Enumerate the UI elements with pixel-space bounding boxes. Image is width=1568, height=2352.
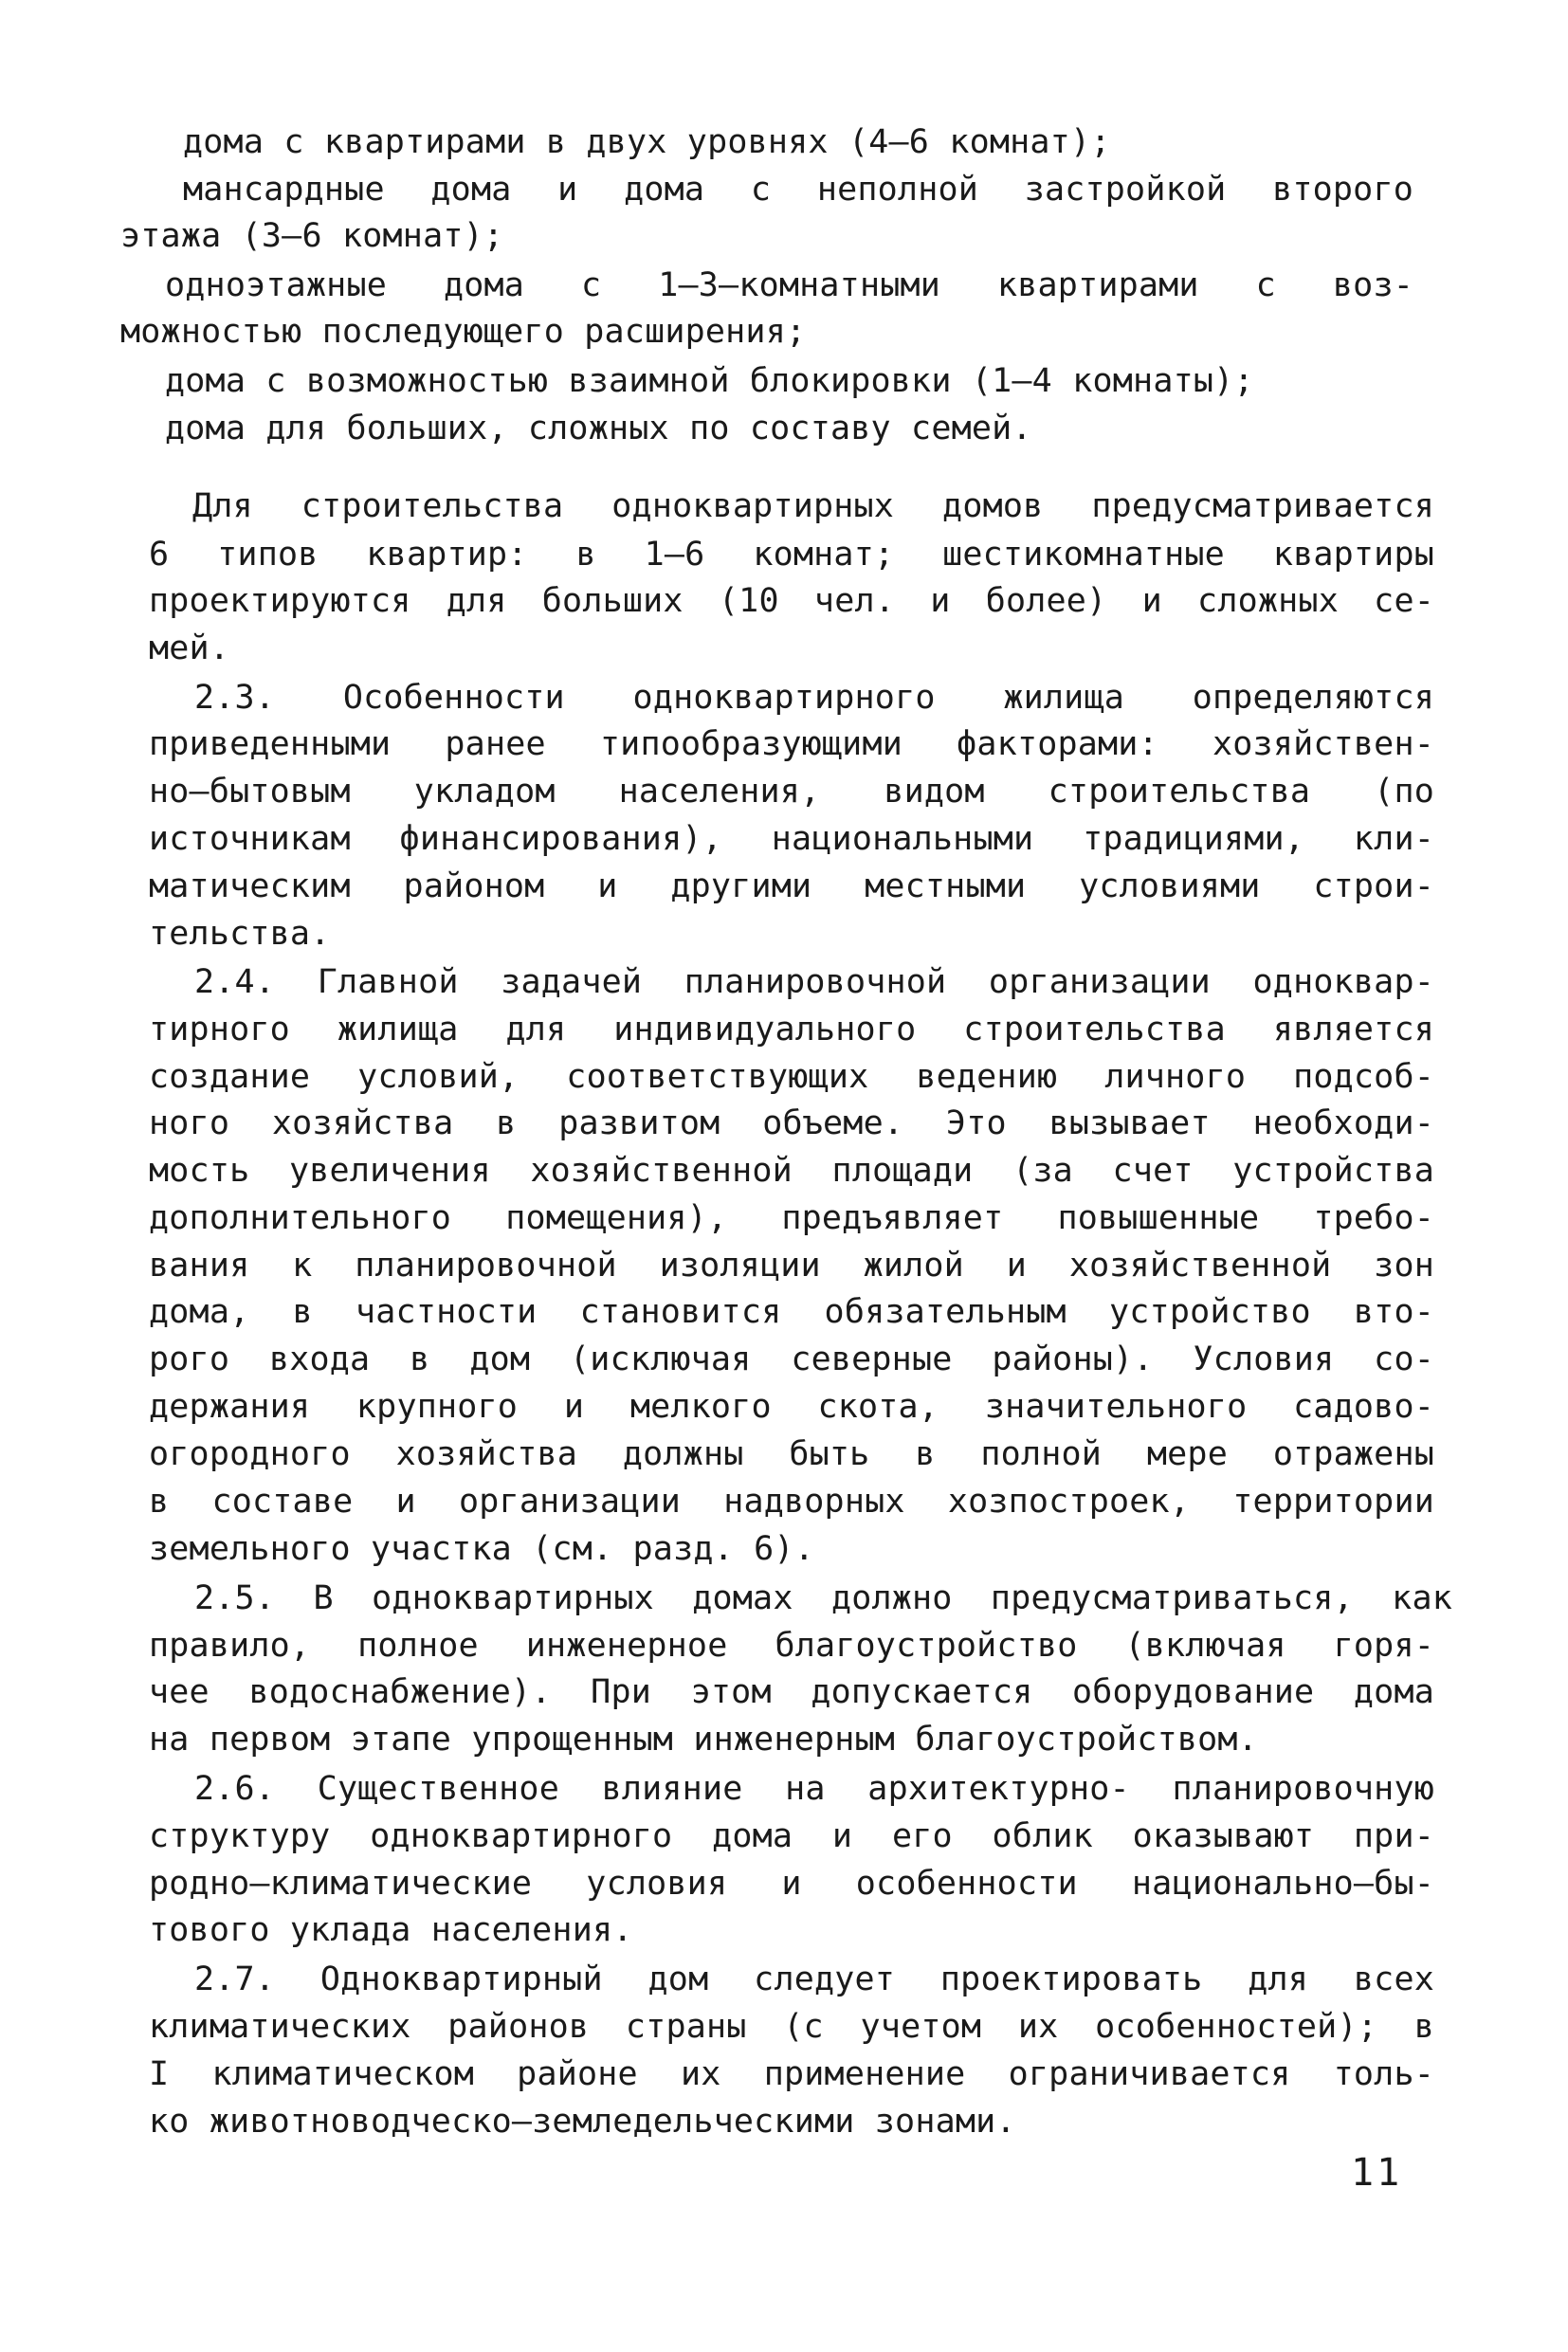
paragraph-line: Для строительства одноквартирных домов предусматривается: [192, 487, 1434, 525]
paragraph-line: держания крупного и мелкого скота, значительного садово-: [149, 1388, 1434, 1426]
paragraph-line: I климатическом районе их применение ограничивается толь-: [149, 2055, 1434, 2093]
page-number: 11: [1351, 2151, 1403, 2195]
paragraph-line: правило, полное инженерное благоустройство (включая горя-: [149, 1627, 1434, 1665]
paragraph-line: создание условий, соответствующих ведению личного подсоб-: [149, 1058, 1434, 1096]
paragraph-line: но–бытовым укладом населения, видом строительства (по: [149, 773, 1434, 811]
paragraph-line: 2.4. Главной задачей планировочной организации одноквар-: [194, 963, 1434, 1001]
paragraph-line: мей.: [149, 629, 230, 667]
paragraph-line: мость увеличения хозяйственной площади (за счет устройства: [149, 1152, 1434, 1190]
list-item-continuation: этажа (3–6 комнат);: [120, 217, 504, 255]
paragraph-line: в составе и организации надворных хозпостроек, территории: [149, 1483, 1434, 1521]
paragraph-line: тельства.: [149, 915, 331, 953]
paragraph-line: дополнительного помещения), предъявляет повышенные требо-: [149, 1199, 1434, 1237]
paragraph-line: структуру одноквартирного дома и его облик оказывают при-: [149, 1817, 1434, 1855]
paragraph-line: ко животноводческо–земледельческими зонами.: [149, 2103, 1016, 2141]
paragraph-line: чее водоснабжение). При этом допускается оборудование дома: [149, 1673, 1434, 1711]
paragraph-line: на первом этапе упрощенным инженерным благоустройством.: [149, 1721, 1258, 1759]
paragraph-line: огородного хозяйства должны быть в полной мере отражены: [149, 1435, 1434, 1473]
paragraph-line: рого входа в дом (исключая северные районы). Условия со-: [149, 1340, 1434, 1378]
paragraph-line: тового уклада населения.: [149, 1911, 633, 1949]
paragraph-line: 2.3. Особенности одноквартирного жилища определяются: [194, 679, 1434, 717]
paragraph-line: дома, в частности становится обязательным устройство вто-: [149, 1293, 1434, 1331]
paragraph-line: климатических районов страны (с учетом их особенностей); в: [149, 2008, 1434, 2046]
list-item-continuation: можностью последующего расширения;: [120, 313, 807, 351]
list-item: дома с возможностью взаимной блокировки (1–4 комнаты);: [165, 362, 1254, 400]
paragraph-line: приведенными ранее типообразующими факторами: хозяйствен-: [149, 725, 1434, 763]
paragraph-line: ного хозяйства в развитом объеме. Это вызывает необходи-: [149, 1104, 1434, 1142]
paragraph-line: 6 типов квартир: в 1–6 комнат; шестикомнатные квартиры: [149, 536, 1434, 574]
list-item: дома с квартирами в двух уровнях (4–6 комнат);: [183, 123, 1111, 161]
paragraph-line: матическим районом и другими местными условиями строи-: [149, 867, 1434, 905]
paragraph-line: 2.7. Одноквартирный дом следует проектировать для всех: [194, 1960, 1434, 1998]
list-item: дома для больших, сложных по составу семей.: [165, 410, 1032, 447]
paragraph-line: источникам финансирования), национальными традициями, кли-: [149, 820, 1434, 858]
paragraph-line: родно–климатические условия и особенности национально–бы-: [149, 1865, 1434, 1903]
list-item: одноэтажные дома с 1–3–комнатными квартирами с воз-: [165, 266, 1413, 304]
paragraph-line: 2.6. Существенное влияние на архитектурно- планировочную: [194, 1770, 1434, 1808]
paragraph-line: вания к планировочной изоляции жилой и хозяйственной зон: [149, 1247, 1434, 1285]
paragraph-line: тирного жилища для индивидуального строительства является: [149, 1011, 1434, 1048]
list-item: мансардные дома и дома с неполной застройкой второго: [183, 171, 1413, 209]
paragraph-line: 2.5. В одноквартирных домах должно предусматриваться, как: [194, 1579, 1452, 1617]
paragraph-line: проектируются для больших (10 чел. и более) и сложных се-: [149, 582, 1434, 620]
paragraph-line: земельного участка (см. разд. 6).: [149, 1530, 814, 1568]
